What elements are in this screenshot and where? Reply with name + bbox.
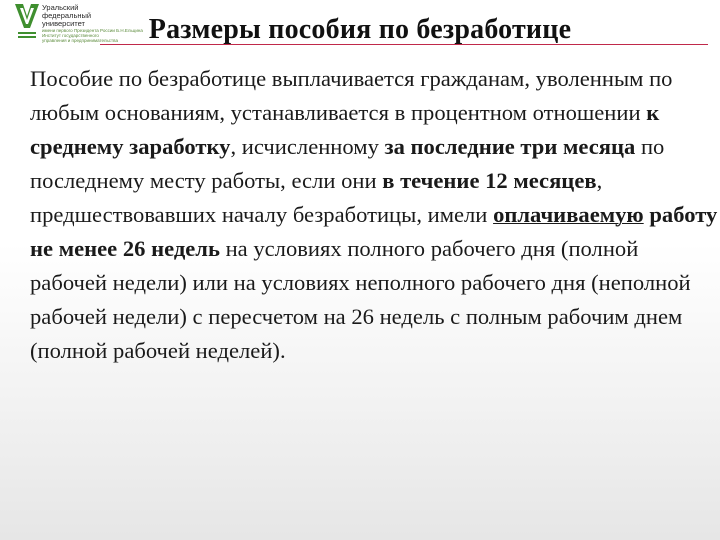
- bold-phrase-last-three-months: за последние три месяца: [384, 134, 636, 159]
- body-text-segment: , предшествовавших началу безработицы, имели: [30, 168, 603, 227]
- body-text-segment: на условиях полного рабочего дня (полной рабочей недели) или на условиях неполного рабочего дня (неполной рабочей недели) с пересчетом на 26 недель с полным рабочим днем (полной рабочей неделей).: [30, 236, 691, 363]
- slide-title: Размеры пособия по безработице: [148, 14, 572, 45]
- body-text-segment: , исчисленному: [230, 134, 385, 159]
- logo-line-5: Институт государственного: [42, 33, 99, 38]
- bold-phrase-average-earnings: к среднему заработку: [30, 100, 660, 159]
- logo-line-4: имени первого Президента России Б.Н.Ельцина: [42, 28, 143, 33]
- logo-line-6: управления и предпринимательства: [42, 38, 118, 43]
- slide-body-text: [30, 62, 720, 368]
- logo-line-1: Уральский: [42, 3, 79, 12]
- bold-phrase-26-weeks: работу не менее 26 недель: [30, 202, 718, 261]
- logo-line-3: университет: [42, 19, 85, 28]
- body-text-segment: по последнему месту работы, если они: [30, 134, 665, 193]
- bold-underlined-phrase-paid: оплачиваемую: [493, 202, 644, 227]
- bold-phrase-within-12-months: в течение 12 месяцев: [382, 168, 597, 193]
- body-text-segment: Пособие по безработице выплачивается гражданам, уволенным по любым основаниям, устанавливается в процентном отношении: [30, 66, 673, 125]
- logo-line-2: федеральный: [42, 11, 92, 20]
